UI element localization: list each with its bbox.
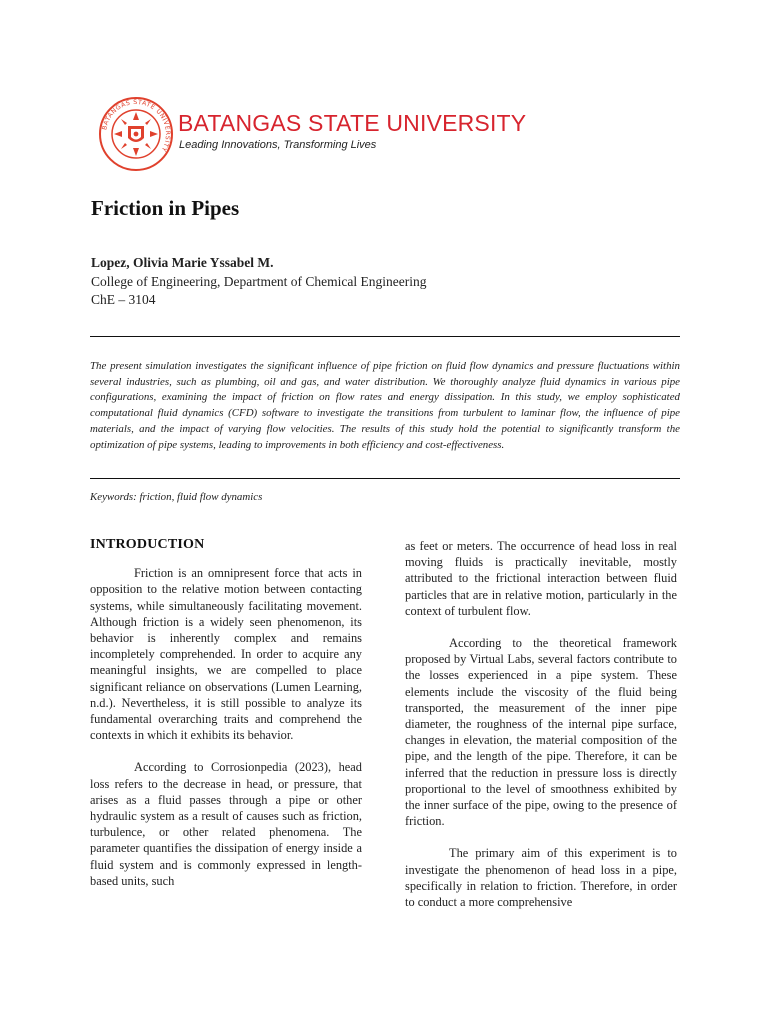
intro-paragraph-2-continued: as feet or meters. The occurrence of head loss in real moving fluids is practically inevitable, mostly attributed to the frictional interaction between fluid particles that are in relative motion, particularly in the context of turbulent flow. [405, 539, 677, 618]
intro-paragraph-1: Friction is an omnipresent force that acts in opposition to the relative motion between contacting systems, while simultaneously facilitating movement. Although friction is a widely seen phenomenon, its behavior is inherently complex and remains incompletely comprehended. In order to acquire any meaningful insights, we are compelled to place significant reliance on observations (Lumen Learning, n.d.). Nevertheless, it is still possible to analyze its fundamental overarching traits and comprehend the contexts in which it exhibits its behavior. [90, 566, 362, 743]
seal-text: BATANGAS STATE UNIVERSITY [101, 98, 172, 153]
abstract-bottom-rule [90, 478, 680, 479]
abstract-top-rule [90, 336, 680, 337]
university-tagline: Leading Innovations, Transforming Lives [179, 139, 377, 151]
university-seal-icon [98, 96, 174, 172]
keywords: Keywords: friction, fluid flow dynamics [90, 491, 263, 503]
left-column [90, 537, 362, 905]
university-name: BATANGAS STATE UNIVERSITY [178, 110, 527, 136]
intro-paragraph-2: According to Corrosionpedia (2023), head loss refers to the decrease in head, or pressure, that arises as a fluid passes through a pipe or other hydraulic system as a result of causes such as friction, turbulence, or other related phenomena. The parameter quantifies the dissipation of energy inside a fluid system and is commonly expressed in length-based units, such [90, 760, 362, 888]
course-code: ChE – 3104 [91, 292, 156, 307]
abstract-text: The present simulation investigates the significant influence of pipe friction on fluid flow dynamics and pressure fluctuations within several industries, such as plumbing, oil and gas, and water distribution. We thoroughly analyze fluid dynamics in various pipe configurations, examining the impact of friction on flow rates and energy dissipation. In this study, we employ sophisticated computational fluid dynamics (CFD) software to investigate the transitions from turbulent to laminar flow, the influence of pipe materials, and the impact of varying flow velocities. The results of this study hold the potential to significantly transform the optimization of pipe systems, leading to improvements in both efficiency and cost-effectiveness. [90, 360, 680, 451]
intro-paragraph-4: The primary aim of this experiment is to investigate the phenomenon of head loss in a pipe, specifically in relation to friction. Therefore, in order to conduct a more comprehensive [405, 846, 677, 910]
paper-title: Friction in Pipes [91, 196, 240, 220]
author-affiliation: College of Engineering, Department of Chemical Engineering [91, 274, 427, 289]
university-logo [98, 96, 527, 176]
author-name: Lopez, Olivia Marie Yssabel M. [91, 255, 274, 270]
section-heading-introduction: INTRODUCTION [90, 537, 205, 552]
intro-paragraph-3: According to the theoretical framework proposed by Virtual Labs, several factors contribute to the losses experienced in a pipe system. These elements include the viscosity of the fluid being transported, the measurement of the inner pipe diameter, the roughness of the internal pipe surface, changes in elevation, the material composition of the pipe, and the length of the pipe. Therefore, it can be inferred that the reduction in pressure loss is directly proportional to the level of smoothness exhibited by the inner surface of the pipe, owing to the presence of friction. [405, 636, 677, 829]
right-column [405, 538, 677, 926]
